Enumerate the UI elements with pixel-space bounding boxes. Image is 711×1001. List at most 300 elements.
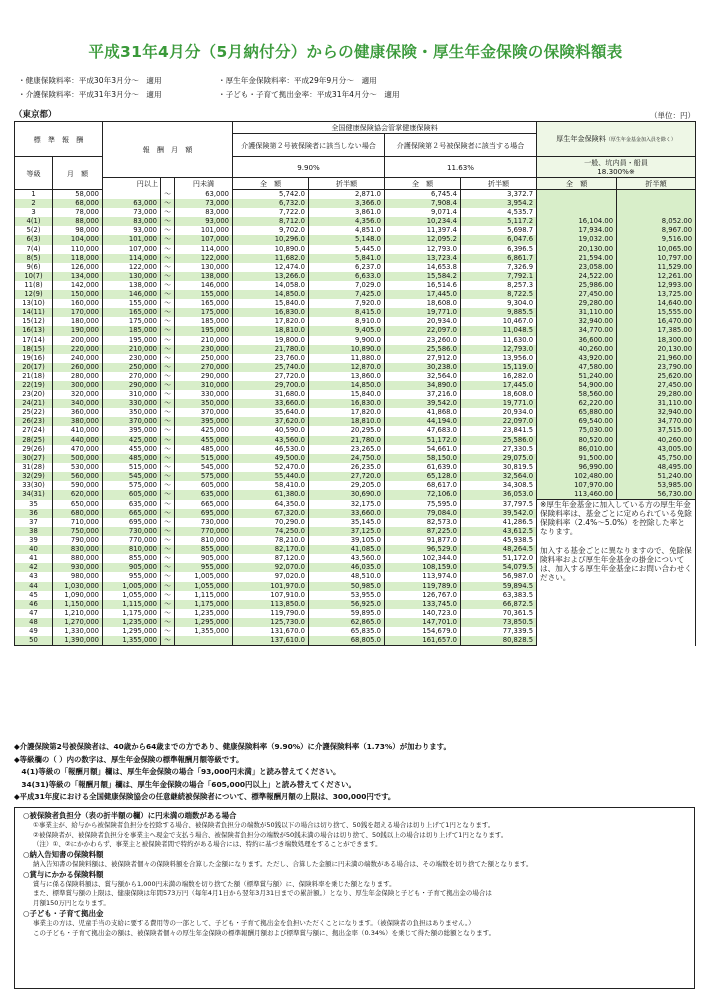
cell-pension-half: 31,110.00 (617, 399, 696, 408)
cell-tokyu: 50 (15, 636, 53, 646)
cell-pension-half: 56,730.00 (617, 490, 696, 500)
cell-tilde: ～ (161, 408, 175, 417)
table-row (15, 381, 696, 390)
cell-health-half: 13,860.0 (309, 372, 385, 381)
cell-getsugaku: 790,000 (53, 536, 103, 545)
cell-getsugaku: 300,000 (53, 381, 103, 390)
cell-health-full: 64,350.0 (233, 500, 309, 509)
table-row (15, 363, 696, 372)
cell-tilde: ～ (161, 354, 175, 363)
cell-care-half: 13,956.0 (461, 354, 537, 363)
cell-from: 855,000 (103, 554, 161, 563)
cell-care-full: 119,789.0 (385, 582, 461, 591)
cell-tilde: ～ (161, 208, 175, 217)
cell-tokyu: 21(18) (15, 372, 53, 381)
cell-health-half: 30,690.0 (309, 490, 385, 500)
cell-health-half: 33,660.0 (309, 509, 385, 518)
cell-to: 350,000 (175, 399, 233, 408)
cell-getsugaku: 220,000 (53, 345, 103, 354)
cell-getsugaku: 1,390,000 (53, 636, 103, 646)
cell-care-half: 23,841.5 (461, 426, 537, 435)
cell-tokyu: 45 (15, 591, 53, 600)
cell-pension-full: 40,260.00 (537, 345, 617, 354)
cell-pension-full: 20,130.00 (537, 245, 617, 254)
table-row (15, 299, 696, 308)
cell-pension-full: 86,010.00 (537, 445, 617, 454)
cell-pension-half: 45,750.00 (617, 454, 696, 463)
cell-care-full: 47,683.0 (385, 426, 461, 435)
notes-line: この子ども・子育て拠出金の額は、被保険者個々の厚生年金保険の標準報酬月額および標準賞与額に、拠出金率（0.34%）を乗じて得た額の総額となります。 (33, 928, 496, 937)
cell-getsugaku: 560,000 (53, 472, 103, 481)
header-ijo: 円以上 (103, 178, 161, 190)
rate-childcare: ・子ども・子育て拠出金率：平成31年4月分～ 適用 (218, 90, 400, 99)
cell-health-full: 35,640.0 (233, 408, 309, 417)
cell-pension-half: 13,725.00 (617, 290, 696, 299)
cell-from: 130,000 (103, 272, 161, 281)
cell-pension-full: 91,500.00 (537, 454, 617, 463)
table-row (15, 190, 696, 200)
cell-tokyu: 23(20) (15, 390, 53, 399)
cell-getsugaku: 410,000 (53, 426, 103, 435)
cell-getsugaku: 320,000 (53, 390, 103, 399)
cell-health-full: 14,850.0 (233, 290, 309, 299)
cell-health-full: 74,250.0 (233, 527, 309, 536)
cell-tokyu: 2 (15, 199, 53, 208)
cell-care-half: 43,612.5 (461, 527, 537, 536)
cell-tilde: ～ (161, 536, 175, 545)
notes-line: ①事業主が、給与から被保険者負担分を控除する場合、被保険者負担分の端数が50銭以下の場合は切り捨て、50銭を超える場合は切り上げて1円となります。 (33, 820, 495, 829)
cell-to: 1,005,000 (175, 572, 233, 581)
cell-tilde: ～ (161, 199, 175, 208)
cell-tilde: ～ (161, 481, 175, 490)
cell-pension-half: 27,450.00 (617, 381, 696, 390)
header-kyokai: 全国健康保険協会管掌健康保険料 (233, 122, 537, 134)
table-row (15, 226, 696, 235)
header-hoshu: 報 酬 月 額 (103, 122, 233, 178)
cell-tilde: ～ (161, 390, 175, 399)
cell-getsugaku: 500,000 (53, 454, 103, 463)
cell-from: 635,000 (103, 500, 161, 509)
cell-pension-full: 19,032.00 (537, 235, 617, 244)
cell-tokyu: 31(28) (15, 463, 53, 472)
cell-tilde: ～ (161, 272, 175, 281)
cell-tokyu: 46 (15, 600, 53, 609)
cell-to: 290,000 (175, 372, 233, 381)
cell-tilde: ～ (161, 545, 175, 554)
cell-care-half: 15,119.0 (461, 363, 537, 372)
cell-care-full: 19,771.0 (385, 308, 461, 317)
cell-tokyu: 25(22) (15, 408, 53, 417)
cell-health-full: 18,810.0 (233, 326, 309, 335)
cell-health-full: 46,530.0 (233, 445, 309, 454)
cell-health-half: 2,871.0 (309, 190, 385, 200)
cell-health-half: 7,029.0 (309, 281, 385, 290)
cell-pension-full: 102,480.00 (537, 472, 617, 481)
cell-from: 210,000 (103, 345, 161, 354)
cell-care-half: 19,771.0 (461, 399, 537, 408)
rate-info (18, 74, 400, 102)
cell-health-half: 7,425.0 (309, 290, 385, 299)
cell-pension-half: 12,993.00 (617, 281, 696, 290)
cell-tokyu: 20(17) (15, 363, 53, 372)
cell-pension-half: 51,240.00 (617, 472, 696, 481)
table-row (15, 317, 696, 326)
cell-from: 695,000 (103, 518, 161, 527)
cell-pension-full: 21,594.00 (537, 254, 617, 263)
cell-health-half: 56,925.0 (309, 600, 385, 609)
cell-pension-full: 69,540.00 (537, 417, 617, 426)
cell-tokyu: 12(9) (15, 290, 53, 299)
cell-from: 230,000 (103, 354, 161, 363)
cell-tokyu: 15(12) (15, 317, 53, 326)
cell-to: 185,000 (175, 317, 233, 326)
cell-care-half: 16,282.0 (461, 372, 537, 381)
cell-to: 730,000 (175, 518, 233, 527)
cell-tilde: ～ (161, 336, 175, 345)
cell-pension-full: 31,110.00 (537, 308, 617, 317)
footnote: ◆等級欄の（ ）内の数字は、厚生年金保険の標準報酬月額等級です。 (14, 754, 244, 764)
cell-tokyu: 43 (15, 572, 53, 581)
cell-health-full: 7,722.0 (233, 208, 309, 217)
cell-care-half: 56,987.0 (461, 572, 537, 581)
table-row (15, 408, 696, 417)
cell-from: 330,000 (103, 399, 161, 408)
cell-care-half: 27,330.5 (461, 445, 537, 454)
footnote: ◆介護保険第2号被保険者は、40歳から64歳までの方であり、健康保険料率（9.90%）に介護保険料率（1.73%）が加わります。 (14, 742, 451, 751)
cell-health-full: 131,670.0 (233, 627, 309, 636)
header-pension-zengaku: 全 額 (537, 178, 617, 190)
cell-getsugaku: 88,000 (53, 217, 103, 226)
cell-from: 185,000 (103, 326, 161, 335)
cell-pension-half: 32,940.00 (617, 408, 696, 417)
cell-tokyu: 5(2) (15, 226, 53, 235)
table-row (15, 245, 696, 254)
cell-tilde: ～ (161, 600, 175, 609)
cell-health-half: 46,035.0 (309, 563, 385, 572)
cell-health-full: 23,760.0 (233, 354, 309, 363)
cell-getsugaku: 118,000 (53, 254, 103, 263)
cell-health-half: 9,405.0 (309, 326, 385, 335)
cell-health-half: 62,865.0 (309, 618, 385, 627)
table-row (15, 308, 696, 317)
cell-health-half: 3,861.0 (309, 208, 385, 217)
cell-care-full: 147,701.0 (385, 618, 461, 627)
cell-from: 122,000 (103, 263, 161, 272)
cell-getsugaku: 150,000 (53, 290, 103, 299)
notes-line: ②被保険者が、被保険者負担分を事業主へ現金で支払う場合、被保険者負担分の端数が50銭未満の場合は切り捨て、50銭以上の場合は切り上げて1円となります。 (33, 830, 508, 839)
cell-tilde: ～ (161, 372, 175, 381)
table-row (15, 481, 696, 490)
cell-care-full: 108,159.0 (385, 563, 461, 572)
cell-health-half: 17,820.0 (309, 408, 385, 417)
cell-pension-full: 107,970.00 (537, 481, 617, 490)
cell-care-half: 59,894.5 (461, 582, 537, 591)
cell-care-full: 54,661.0 (385, 445, 461, 454)
cell-getsugaku: 750,000 (53, 527, 103, 536)
table-row (15, 490, 696, 500)
cell-to: 485,000 (175, 445, 233, 454)
cell-care-half: 9,885.5 (461, 308, 537, 317)
cell-to: 695,000 (175, 509, 233, 518)
table-row (15, 345, 696, 354)
cell-health-half: 37,125.0 (309, 527, 385, 536)
cell-to: 330,000 (175, 390, 233, 399)
cell-care-full: 17,445.0 (385, 290, 461, 299)
cell-health-full: 113,850.0 (233, 600, 309, 609)
cell-tilde: ～ (161, 609, 175, 618)
cell-care-half: 9,304.0 (461, 299, 537, 308)
notes-heading: ○納入告知書の保険料額 (23, 850, 104, 860)
cell-health-full: 10,296.0 (233, 235, 309, 244)
cell-getsugaku: 280,000 (53, 372, 103, 381)
cell-to: 155,000 (175, 290, 233, 299)
cell-tokyu: 47 (15, 609, 53, 618)
header-zengaku-2: 全 額 (385, 178, 461, 190)
cell-tokyu: 36 (15, 509, 53, 518)
cell-getsugaku: 58,000 (53, 190, 103, 200)
cell-care-full: 6,745.4 (385, 190, 461, 200)
cell-health-half: 3,366.0 (309, 199, 385, 208)
cell-care-half: 6,047.6 (461, 235, 537, 244)
cell-health-half: 20,295.0 (309, 426, 385, 435)
cell-care-full: 51,172.0 (385, 436, 461, 445)
header-getsugaku: 月 額 (53, 157, 103, 190)
cell-to: 210,000 (175, 336, 233, 345)
cell-health-half: 15,840.0 (309, 390, 385, 399)
cell-tokyu: 32(29) (15, 472, 53, 481)
cell-care-half: 3,372.7 (461, 190, 537, 200)
cell-care-full: 37,216.0 (385, 390, 461, 399)
cell-health-half: 26,235.0 (309, 463, 385, 472)
cell-health-full: 43,560.0 (233, 436, 309, 445)
cell-care-full: 11,397.4 (385, 226, 461, 235)
cell-to: 1,055,000 (175, 582, 233, 591)
cell-pension-half: 43,005.00 (617, 445, 696, 454)
cell-getsugaku: 98,000 (53, 226, 103, 235)
cell-care-full: 140,723.0 (385, 609, 461, 618)
cell-health-half: 24,750.0 (309, 454, 385, 463)
cell-care-full: 22,097.0 (385, 326, 461, 335)
footnotes (14, 741, 451, 804)
cell-tilde: ～ (161, 217, 175, 226)
cell-tilde: ～ (161, 636, 175, 646)
cell-to: 1,295,000 (175, 618, 233, 627)
cell-health-half: 8,910.0 (309, 317, 385, 326)
cell-tilde: ～ (161, 527, 175, 536)
cell-pension-full: 17,934.00 (537, 226, 617, 235)
cell-getsugaku: 68,000 (53, 199, 103, 208)
cell-care-full: 15,584.2 (385, 272, 461, 281)
cell-health-half: 68,805.0 (309, 636, 385, 646)
cell-health-half: 5,445.0 (309, 245, 385, 254)
cell-care-full: 87,225.0 (385, 527, 461, 536)
header-nenkin: 厚生年金保険料（厚生年金基金加入員を除く） (537, 122, 696, 157)
cell-tokyu: 38 (15, 527, 53, 536)
cell-from: 665,000 (103, 509, 161, 518)
cell-care-half: 7,792.1 (461, 272, 537, 281)
cell-getsugaku: 880,000 (53, 554, 103, 563)
cell-health-full: 40,590.0 (233, 426, 309, 435)
cell-tilde: ～ (161, 472, 175, 481)
cell-tilde: ～ (161, 281, 175, 290)
cell-getsugaku: 530,000 (53, 463, 103, 472)
table-row (15, 272, 696, 281)
cell-care-full: 32,564.0 (385, 372, 461, 381)
cell-from: 270,000 (103, 372, 161, 381)
cell-care-half: 10,467.0 (461, 317, 537, 326)
notes-line: 納入告知書の保険料額は、被保険者個々の保険料額を合算した金額になります。ただし、合算した金額に円未満の端数がある場合は、その端数を切り捨てた額となります。 (33, 859, 533, 868)
cell-care-full: 30,238.0 (385, 363, 461, 372)
cell-care-half: 39,542.0 (461, 509, 537, 518)
cell-from: 370,000 (103, 417, 161, 426)
table-row (15, 500, 696, 509)
cell-care-full: 113,974.0 (385, 572, 461, 581)
cell-to: 575,000 (175, 472, 233, 481)
cell-pension-half: 21,960.00 (617, 354, 696, 363)
cell-tilde: ～ (161, 518, 175, 527)
rate-pension: ・厚生年金保険料率：平成29年9月分～ 適用 (218, 76, 377, 85)
cell-to: 73,000 (175, 199, 233, 208)
cell-health-full: 137,610.0 (233, 636, 309, 646)
cell-health-full: 87,120.0 (233, 554, 309, 563)
cell-to: 83,000 (175, 208, 233, 217)
header-tokyu: 等級 (15, 157, 53, 190)
cell-getsugaku: 1,090,000 (53, 591, 103, 600)
cell-pension-full: 27,450.00 (537, 290, 617, 299)
cell-tilde: ～ (161, 572, 175, 581)
cell-from: 1,055,000 (103, 591, 161, 600)
cell-care-half: 54,079.5 (461, 563, 537, 572)
cell-from: 146,000 (103, 290, 161, 299)
cell-tilde: ～ (161, 235, 175, 244)
cell-to: 310,000 (175, 381, 233, 390)
table-row (15, 463, 696, 472)
cell-health-half: 50,985.0 (309, 582, 385, 591)
cell-getsugaku: 104,000 (53, 235, 103, 244)
cell-health-half: 43,560.0 (309, 554, 385, 563)
table-row (15, 445, 696, 454)
cell-to: 63,000 (175, 190, 233, 200)
cell-pension-half (617, 190, 696, 200)
cell-care-full: 7,908.4 (385, 199, 461, 208)
rate-care: ・介護保険料率：平成31年3月分～ 適用 (18, 90, 162, 99)
header-ippan: 一般、坑内員・船員 18.300%※ (537, 157, 696, 178)
cell-tokyu: 49 (15, 627, 53, 636)
cell-from: 1,295,000 (103, 627, 161, 636)
cell-from: 175,000 (103, 317, 161, 326)
cell-pension-half: 8,967.00 (617, 226, 696, 235)
cell-from: 1,005,000 (103, 582, 161, 591)
table-row (15, 426, 696, 435)
cell-tokyu: 24(21) (15, 399, 53, 408)
cell-health-full: 70,290.0 (233, 518, 309, 527)
cell-getsugaku: 360,000 (53, 408, 103, 417)
cell-care-full: 34,890.0 (385, 381, 461, 390)
cell-health-full: 27,720.0 (233, 372, 309, 381)
cell-care-half: 29,075.0 (461, 454, 537, 463)
table-row (15, 390, 696, 399)
cell-pension-half: 29,280.00 (617, 390, 696, 399)
cell-pension-full: 47,580.00 (537, 363, 617, 372)
cell-care-half: 63,383.5 (461, 591, 537, 600)
cell-pension-full: 34,770.00 (537, 326, 617, 335)
cell-care-full: 23,260.0 (385, 336, 461, 345)
cell-tilde: ～ (161, 326, 175, 335)
cell-pension-half: 18,300.00 (617, 336, 696, 345)
table-row (15, 354, 696, 363)
cell-tilde: ～ (161, 618, 175, 627)
cell-pension-half: 16,470.00 (617, 317, 696, 326)
cell-tokyu: 48 (15, 618, 53, 627)
cell-care-full: 18,608.0 (385, 299, 461, 308)
cell-health-full: 78,210.0 (233, 536, 309, 545)
cell-pension-full: 32,940.00 (537, 317, 617, 326)
cell-tokyu: 28(25) (15, 436, 53, 445)
cell-pension-half: 12,261.00 (617, 272, 696, 281)
cell-health-half: 23,265.0 (309, 445, 385, 454)
cell-tokyu: 34(31) (15, 490, 53, 500)
cell-getsugaku: 710,000 (53, 518, 103, 527)
cell-from: 575,000 (103, 481, 161, 490)
cell-care-half: 30,819.5 (461, 463, 537, 472)
cell-tokyu: 7(4) (15, 245, 53, 254)
cell-from: 138,000 (103, 281, 161, 290)
cell-care-half: 8,257.3 (461, 281, 537, 290)
cell-health-half: 48,510.0 (309, 572, 385, 581)
cell-care-half: 7,326.9 (461, 263, 537, 272)
cell-health-full: 33,660.0 (233, 399, 309, 408)
table-row (15, 399, 696, 408)
cell-to: 146,000 (175, 281, 233, 290)
cell-care-full: 161,657.0 (385, 636, 461, 646)
cell-tilde: ～ (161, 254, 175, 263)
cell-health-full: 119,790.0 (233, 609, 309, 618)
cell-health-half: 6,237.0 (309, 263, 385, 272)
footnote: 4(1)等級の「報酬月額」欄は、厚生年金保険の場合「93,000円未満」と読み替えてください。 (14, 767, 341, 777)
cell-pension-full: 80,520.00 (537, 436, 617, 445)
cell-getsugaku: 930,000 (53, 563, 103, 572)
table-row (15, 336, 696, 345)
table-row (15, 417, 696, 426)
cell-pension-half: 10,797.00 (617, 254, 696, 263)
header-zengaku-1: 全 額 (233, 178, 309, 190)
cell-getsugaku: 190,000 (53, 326, 103, 335)
cell-pension-half: 34,770.00 (617, 417, 696, 426)
region-label: （東京都） (14, 110, 57, 120)
cell-tokyu: 18(15) (15, 345, 53, 354)
cell-from: 1,115,000 (103, 600, 161, 609)
cell-tokyu: 29(26) (15, 445, 53, 454)
cell-from: 730,000 (103, 527, 161, 536)
cell-tokyu: 11(8) (15, 281, 53, 290)
cell-health-half: 18,810.0 (309, 417, 385, 426)
cell-care-full: 75,595.0 (385, 500, 461, 509)
cell-care-full: 10,234.4 (385, 217, 461, 226)
footnote: 34(31)等級の「報酬月額」欄は、厚生年金保険の場合「605,000円以上」と読み替えてください。 (14, 779, 356, 789)
cell-pension-full: 24,522.00 (537, 272, 617, 281)
cell-care-half: 6,396.5 (461, 245, 537, 254)
cell-to: 545,000 (175, 463, 233, 472)
cell-getsugaku: 180,000 (53, 317, 103, 326)
cell-care-full: 39,542.0 (385, 399, 461, 408)
rate-health: ・健康保険料率：平成30年3月分～ 適用 (18, 76, 162, 85)
cell-from: 107,000 (103, 245, 161, 254)
cell-health-half: 21,780.0 (309, 436, 385, 445)
cell-tokyu: 10(7) (15, 272, 53, 281)
cell-care-half: 77,339.5 (461, 627, 537, 636)
cell-getsugaku: 380,000 (53, 417, 103, 426)
table-row (15, 472, 696, 481)
